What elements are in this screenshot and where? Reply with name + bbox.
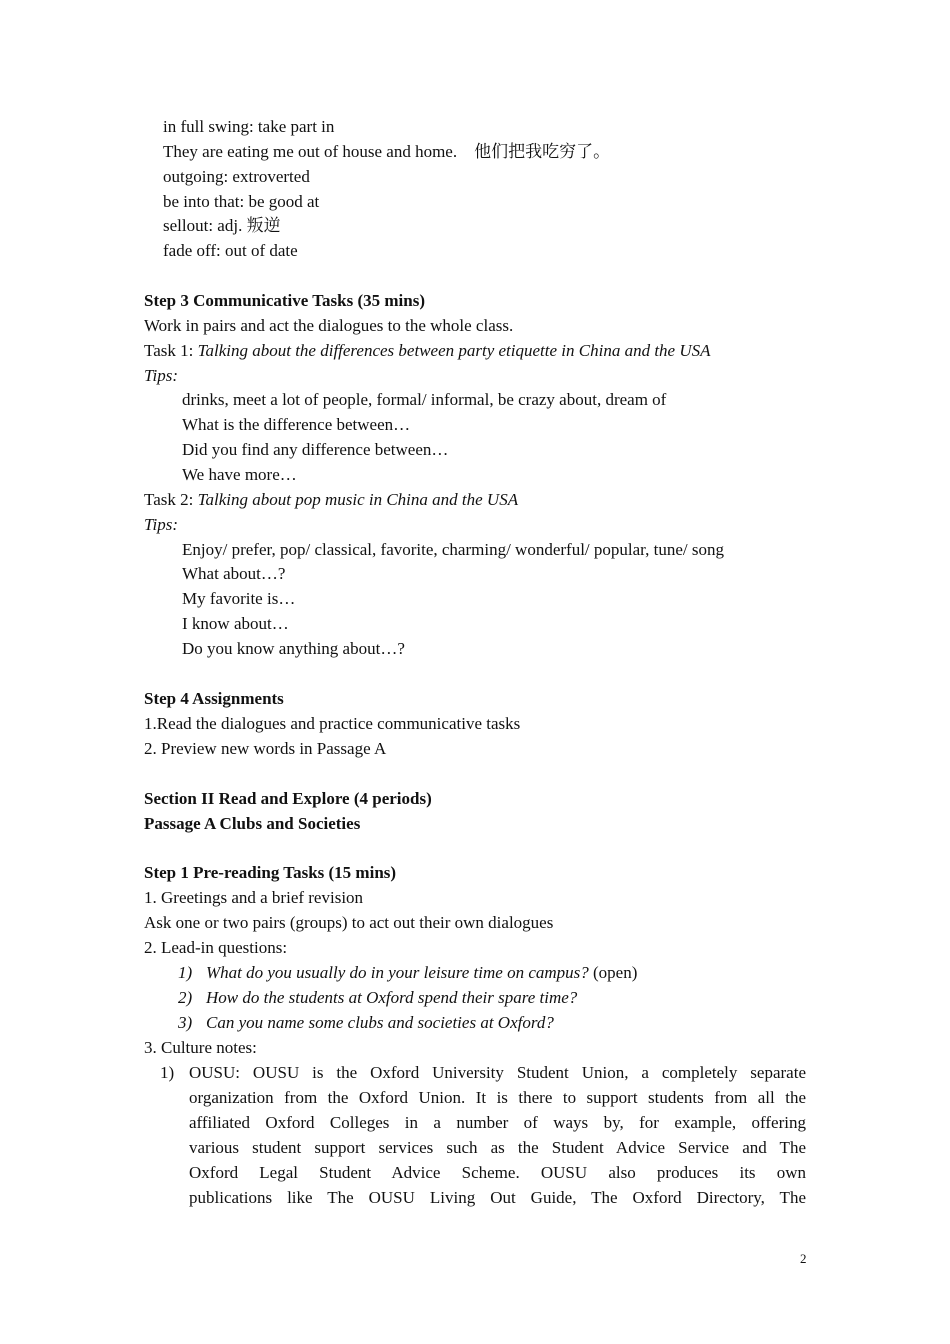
task1-line (144, 341, 711, 361)
page-number: 2 (800, 1251, 807, 1266)
note-line: organization from the Oxford Union. It is there to support students from all the (189, 1088, 806, 1107)
passage-heading: Passage A Clubs and Societies (144, 814, 361, 833)
vocab-line: sellout: adj. 叛逆 (163, 216, 281, 235)
tip-line: My favorite is… (182, 589, 296, 608)
tips-label: Tips: (144, 515, 179, 534)
tip-line: Do you know anything about…? (182, 639, 405, 658)
list-item: 3. Culture notes: (144, 1038, 257, 1057)
step3-intro: Work in pairs and act the dialogues to the whole class. (144, 316, 514, 335)
step3-heading: Step 3 Communicative Tasks (35 mins) (144, 291, 426, 310)
step4-heading: Step 4 Assignments (144, 689, 284, 708)
note-line: Oxford Legal Student Advice Scheme. OUSU also produces its own (189, 1163, 806, 1182)
list-item: 1. Greetings and a brief revision (144, 888, 364, 907)
task1-title: Talking about the differences between party etiquette in China and the USA (197, 341, 711, 360)
question-note: (open) (588, 963, 638, 982)
task1-label: Task 1: (144, 341, 198, 360)
task2-title: Talking about pop music in China and the USA (197, 490, 519, 509)
task2-line (144, 490, 518, 510)
tip-line: What is the difference between… (182, 415, 411, 434)
note-number: 1) (160, 1063, 175, 1082)
vocab-line: They are eating me out of house and home. 他们把我吃穷了。 (163, 142, 611, 161)
task2-label: Task 2: (144, 490, 198, 509)
vocab-line: outgoing: extroverted (163, 167, 310, 186)
vocab-line: in full swing: take part in (163, 117, 335, 136)
note-line: OUSU: OUSU is the Oxford University Student Union, a completely separate (189, 1063, 806, 1082)
assignment-item: 1.Read the dialogues and practice communicative tasks (144, 714, 521, 733)
section-heading: Section II Read and Explore (4 periods) (144, 789, 432, 808)
tip-line: drinks, meet a lot of people, formal/ informal, be crazy about, dream of (182, 390, 667, 409)
vocab-line: be into that: be good at (163, 192, 320, 211)
question (206, 963, 637, 983)
tip-line: Enjoy/ prefer, pop/ classical, favorite, charming/ wonderful/ popular, tune/ song (182, 540, 725, 559)
question-number: 2) (178, 988, 193, 1007)
question-text: What do you usually do in your leisure time on campus? (206, 963, 589, 982)
tip-line: Did you find any difference between… (182, 440, 449, 459)
question-number: 3) (178, 1013, 193, 1032)
list-item-text: Ask one or two pairs (groups) to act out their own dialogues (144, 913, 554, 932)
note-line: various student support services such as the Student Advice Service and The (189, 1138, 806, 1157)
tip-line: I know about… (182, 614, 289, 633)
question-text: Can you name some clubs and societies at Oxford? (206, 1013, 554, 1032)
step1-heading: Step 1 Pre-reading Tasks (15 mins) (144, 863, 397, 882)
vocab-line: fade off: out of date (163, 241, 298, 260)
tips-label: Tips: (144, 366, 179, 385)
assignment-item: 2. Preview new words in Passage A (144, 739, 387, 758)
note-line: affiliated Oxford Colleges in a number of ways by, for example, offering (189, 1113, 806, 1132)
tip-line: We have more… (182, 465, 297, 484)
question-text: How do the students at Oxford spend their spare time? (206, 988, 578, 1007)
question-number: 1) (178, 963, 193, 982)
list-item: 2. Lead-in questions: (144, 938, 288, 957)
note-line: publications like The OUSU Living Out Guide, The Oxford Directory, The (189, 1188, 806, 1207)
tip-line: What about…? (182, 564, 286, 583)
